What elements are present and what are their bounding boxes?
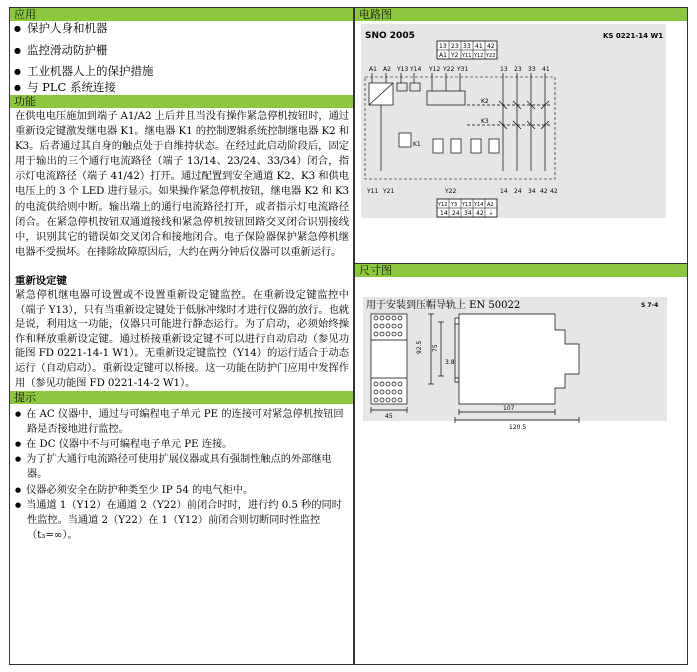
dimension-label: 120.5 [509,424,527,431]
list-item: ● 监控滑动防护栅 [14,43,353,59]
right-column [354,7,688,665]
terminal-label: Y12 [429,66,441,73]
terminal-label: A2 [383,66,391,73]
dimension-drawing [355,294,687,434]
dimension-code: S 7-4 [641,302,659,309]
terminal-label: Y22 [443,66,455,73]
list-item: ● 仪器必须安全在防护种类至少 IP 54 的电气柜中。 [15,483,349,498]
terminal-label: 23 [451,43,459,50]
terminal-label: 14 [440,210,448,217]
terminal-label: 24 [514,188,522,195]
terminal-label: 42 [487,43,495,50]
list-item: ● 当通道 1（Y12）在通道 2（Y22）前闭合时时，进行约 0.5 秒的同时性监控。当通道 2（Y22）在 1（Y12）前闭合则切断同时性监控（t₃=∞）。 [15,498,349,543]
list-item: ● 与 PLC 系统连接 [14,80,353,96]
reset-key-text: 紧急停机继电器可设置或不设置重新设定键监控。在重新设定键监控中（端子 Y13），只有当重新设定键处于低脉冲缘时才进行仪器的放行。也就是说，利用这一功能，仪器只可能进行静态运行。为了启动，必须始终操作和释放重新设定键。通过桥接重新设定键不可以进行自动启动（参见功能图 FD 0221-14-1 W1）。无重新设定键监控（Y14）的运行适合于动态运行（自动启动）。重新设定键可以桥接。这一功能在防护门应用中发挥作用（参见功能图 FD 0221-14-2 W1）。 [15,288,349,389]
terminal-label: 42 [540,188,548,195]
dimension-label: 92.5 [416,340,423,354]
bottom-terminal-block [437,199,497,217]
dimensions-header: 尺寸图 [355,264,687,277]
list-item: ● 保护人身和机器 [14,21,353,37]
list-item: ● 在 DC 仪器中不与可编程电子单元 PE 连接。 [15,437,349,452]
terminal-label: A1 [439,52,447,59]
terminal-label: Y14 [410,66,422,73]
terminal-label: 34 [464,210,472,217]
dimension-label: 45 [385,413,393,420]
terminal-label: 13 [500,66,508,73]
terminal-label: 42 [550,188,558,195]
dimension-label: 75 [432,344,439,352]
list-item: ● 工业机器人上的保护措施 [14,64,353,80]
terminal-label: 14 [500,188,508,195]
terminal-label: Y12 [474,53,484,59]
terminal-label: Y13 [397,66,409,73]
terminal-label: Y3 [451,202,458,208]
terminal-label: A1 [369,66,377,73]
circuit-diagram [355,21,687,221]
dimension-label: 3.8 [445,359,455,366]
terminal-label: Y31 [457,66,469,73]
terminal-label: 34 [528,188,536,195]
dimension-label: 107 [503,405,515,412]
terminal-label: Y13 [462,202,472,208]
terminal-label: 23 [514,66,522,73]
relay-label: K1 [413,141,421,148]
circuit-header: 电路图 [355,8,687,21]
terminal-label: Y11 [462,53,472,59]
terminal-label: 33 [528,66,536,73]
relay-label: K2 [481,98,489,105]
top-terminal-block [437,41,497,59]
application-header: 应用 [10,8,353,21]
list-item: ● 在 AC 仪器中，通过与可编程电子单元 PE 的连接可对紧急停机按钮回路是否接地进行监控。 [15,407,349,437]
circuit-code: KS 0221-14 W1 [603,32,664,40]
front-view [371,314,407,413]
terminal-label: 42 [476,210,484,217]
terminal-label: 24 [452,210,460,217]
reset-key-title: 重新设定键 [15,274,67,287]
hints-list [10,407,353,543]
terminal-label: Y14 [474,202,484,208]
circuit-title: SNO 2005 [365,31,415,41]
hints-header: 提示 [10,391,353,404]
terminal-label: Y22 [445,188,457,195]
terminal-label: 33 [463,43,471,50]
mount-text: 用于安装到压帽导轨上 EN 50022 [366,300,521,311]
relay-label: K3 [481,118,489,125]
terminal-label: Y11 [367,188,379,195]
terminal-label: 13 [439,43,447,50]
ground-icon: ⏚ [488,210,495,217]
function-header: 功能 [10,95,353,108]
application-list [10,21,353,95]
list-item: ● 为了扩大通行电流路径可使用扩展仪器或具有强制性触点的外部继电器。 [15,452,349,482]
terminal-label: A2 [487,202,494,208]
terminal-label: Y22 [486,53,496,59]
terminal-label: Y21 [383,188,395,195]
terminal-label: 41 [475,43,483,50]
left-column [9,7,354,665]
terminal-label: Y2 [451,52,459,59]
terminal-label: Y12 [438,202,448,208]
function-text: 在供电电压施加到端子 A1/A2 上后并且当没有操作紧急停机按钮时，通过重新设定键激发继电器 K1。继电器 K1 的控制逻辑系统控制继电器 K2 和 K3。后者通过其自身的触点处于自维持状态。在经过此启动阶段后，固定用于输出的三个通行电流路径（端子 13/14、23/24、33/34）闭合，指示灯电流路径（端子 41/42）打开。通过配置到安全通道 K2、K3 和供电电压上的 3 个 LED 进行显示。如果操作紧急停机按钮，继电器 K2 和 K3 的电流供给则中断。输出端上的通行电流路径打开，或者指示灯电流路径闭合。在紧急停机按钮双通道接线和紧急停机按钮回路交叉闭合识别接线中，识别其它的错误如交叉闭合和接地闭合。电子保险器保护紧急停机继电器不受损坏。在排除故障原因后，大约在两分钟后仪器可以重新运行。 [15,110,349,258]
terminal-label: 41 [542,66,550,73]
